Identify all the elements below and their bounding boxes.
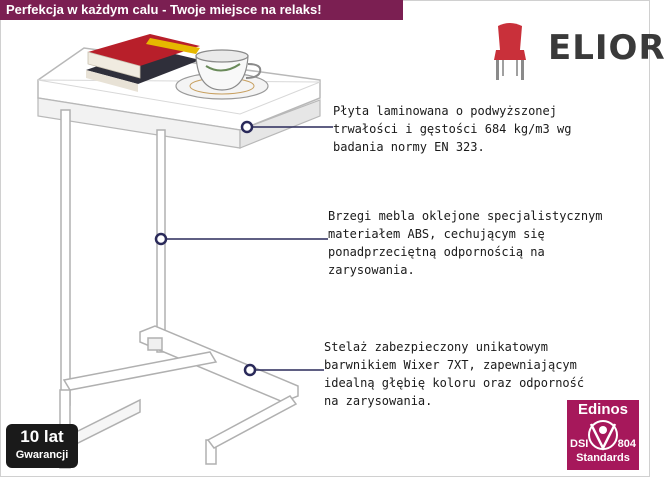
warranty-label: Gwarancji [15, 449, 69, 461]
warranty-years: 10 lat [20, 427, 64, 446]
description-line: Brzegi mebla oklejone specjalistycznym [328, 209, 603, 223]
promo-banner: Perfekcja w każdym calu - Twoje miejsce na relaks! [0, 0, 403, 20]
chair-icon [494, 23, 526, 80]
description-line: Płyta laminowana o podwyższonej [333, 104, 557, 118]
description-line: ponadprzeciętną odpornością na [328, 245, 545, 259]
description-line: idealną głębię koloru oraz odporność [324, 376, 585, 390]
brand-name: ELIOR [548, 28, 666, 68]
description-line: badania normy EN 323. [333, 140, 485, 154]
feature-description-edges [328, 207, 603, 279]
description-line: trwałości i gęstości 684 kg/m3 wg [333, 122, 572, 136]
description-line: na zarysowania. [324, 394, 433, 408]
certificate-badge [567, 400, 639, 470]
description-line: barwnikiem Wixer 7XT, zapewniającym [324, 358, 577, 372]
feature-description-laminate [333, 102, 571, 156]
certificate-number: 804 [617, 438, 636, 450]
steel-frame [60, 110, 298, 468]
certificate-name: Edinos [577, 401, 628, 418]
certificate-code: DSI [570, 438, 589, 450]
feature-description-frame [324, 338, 584, 410]
warranty-badge [6, 424, 78, 468]
callout-marker-2 [156, 234, 328, 244]
description-line: materiałem ABS, cechującym się [328, 227, 545, 241]
description-line: zarysowania. [328, 263, 415, 277]
product-illustration [0, 20, 340, 477]
description-line: Stelaż zabezpieczony unikatowym [324, 340, 548, 354]
certificate-standard: Standards [576, 452, 630, 464]
